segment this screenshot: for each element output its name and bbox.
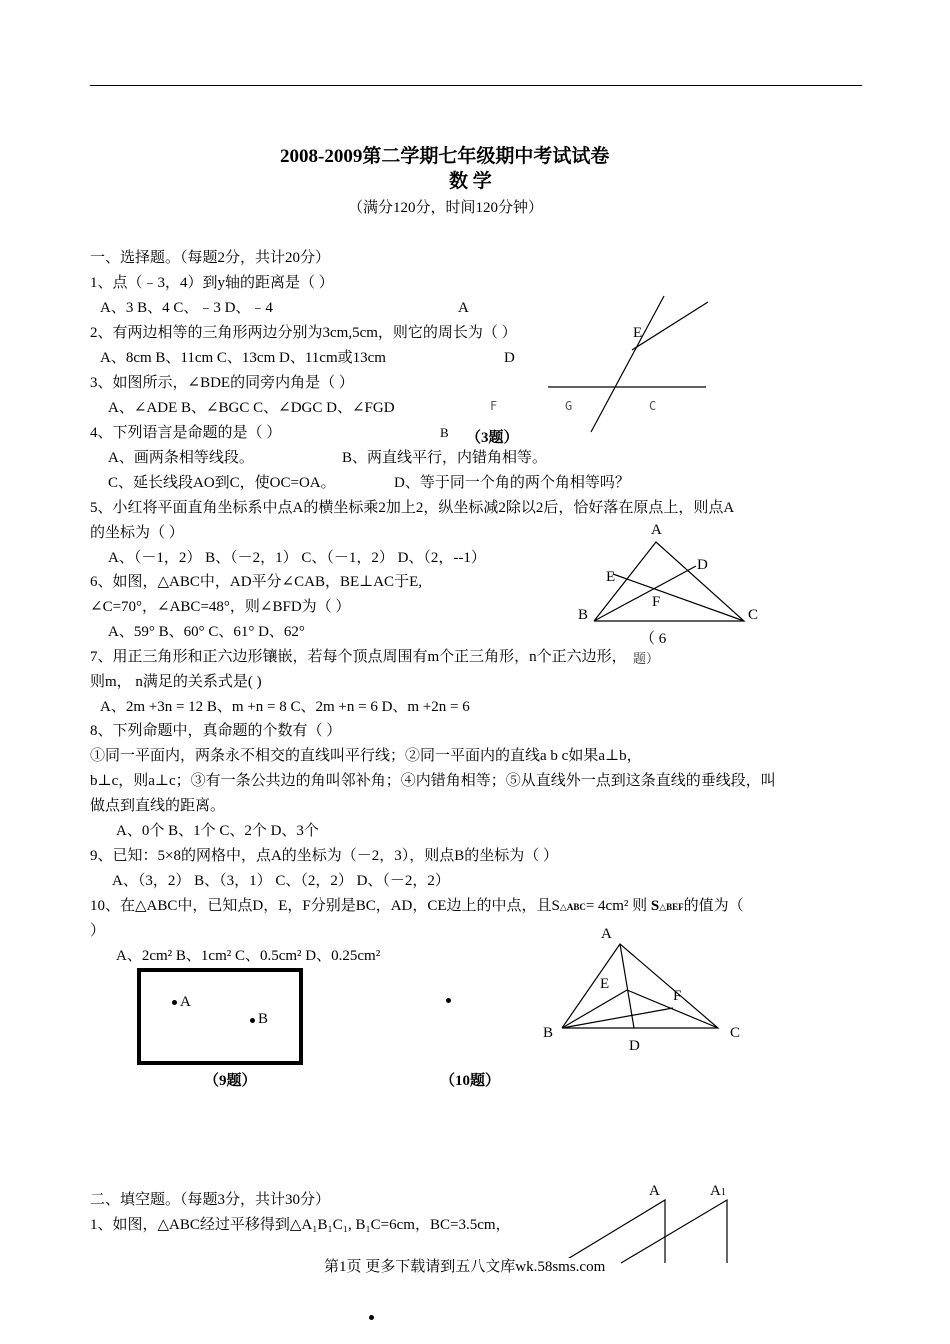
fig6-label-a: A: [651, 522, 662, 538]
fig9-label-a: A: [180, 994, 191, 1010]
fig6-label-e: E: [606, 569, 616, 585]
fill1-label-a1: [710, 1183, 726, 1200]
q10-s-letter: S: [650, 898, 660, 914]
fig9-caption: （9题）: [204, 1073, 257, 1089]
q1-stem: 1、点（﹣3，4）到y轴的距离是（ ）: [90, 275, 334, 291]
page-footer: 第1页 更多下载请到五八文库wk.58sms.com: [324, 1259, 606, 1275]
section2-heading: 二、填空题。（每题3分，共计30分）: [90, 1192, 331, 1208]
fig6-label-b: B: [578, 607, 589, 623]
q8-line1: ①同一平面内，两条永不相交的直线叫平行线；②同一平面内的直线a b c如果a⊥b，: [90, 748, 642, 764]
fig3-label-g: G: [565, 399, 573, 413]
q10-stem-mid: = 4cm² 则: [585, 898, 648, 914]
q9-options: A、（3，2） B、（3，1） C、（2，2） D、（－2，2）: [112, 873, 450, 889]
exam-info: （满分120分，时间120分钟）: [348, 200, 544, 216]
footer-dot: [369, 1315, 374, 1320]
fig10-diagram: [558, 940, 728, 1035]
fig3-slanted-line: [632, 302, 708, 350]
q10-sub-bef: △BEF: [659, 902, 684, 912]
q3-stem: 3、如图所示，∠BDE的同旁内角是（ ）: [90, 375, 354, 391]
q5-line1: 5、小红将平面直角坐标系中点A的横坐标乘2加上2，纵坐标减2除以2后，恰好落在原点上，则点A: [90, 500, 735, 516]
q4-stem: 4、下列语言是命题的是（ ）: [90, 425, 282, 441]
exam-title: 2008-2009第二学期七年级期中考试试卷: [280, 146, 610, 167]
q1-options: A、3 B、4 C、﹣3 D、﹣4: [100, 300, 273, 316]
q2-answer: D: [504, 350, 515, 366]
fill1-triangle-abc: [561, 1200, 665, 1263]
q4-option-d: D、等于同一个角的两个角相等吗？: [394, 475, 630, 491]
fig10-label-d: D: [629, 1038, 640, 1054]
q10-options: A、2cm² B、1cm² C、0.5cm² D、0.25cm²: [116, 948, 381, 964]
q3-options: A、∠ADE B、∠BGC C、∠DGC D、∠FGD: [108, 400, 395, 416]
q6-line1: 6、如图，△ABC中，AD平分∠CAB，BE⊥AC于E,: [90, 574, 422, 590]
q10-stem: [90, 897, 744, 916]
fig10-label-a: A: [601, 926, 612, 942]
q7-options: A、2m +3n = 12 B、m +n = 8 C、2m +n = 6 D、m +2n = 6: [100, 699, 470, 715]
q10-sub-abc: △ABC: [559, 902, 586, 912]
q6-line2: ∠C=70°，∠ABC=48°，则∠BFD为（ ）: [90, 599, 351, 615]
fig3-caption-b: B: [440, 425, 449, 440]
fig6-caption-2: 题）: [633, 651, 660, 666]
q4-option-c: C、延长线段AO到C，使OC=OA。: [108, 475, 336, 491]
fig9-point-a: [172, 1000, 177, 1005]
q8-stem: 8、下列命题中，真命题的个数有（ ）: [90, 723, 342, 739]
fig6-label-f: F: [652, 594, 661, 610]
fill1-label-a: A: [649, 1183, 660, 1199]
section2-q1: 1、如图，△ABC经过平移得到△A₁B₁C₁, B₁C=6cm，BC=3.5cm，: [90, 1217, 511, 1233]
fig6-diagram: [590, 540, 760, 630]
fig10-label-e: E: [600, 976, 610, 992]
q5-options: A、（－1，2） B、（－2，1） C、（－1，2） D、（2，--1）: [108, 550, 486, 566]
fig9-grid-box: [137, 968, 303, 1065]
fig3-diagram: [540, 290, 720, 440]
q8-options: A、0个 B、1个 C、2个 D、3个: [116, 823, 319, 839]
q7-line1: 7、用正三角形和正六边形镶嵌，若每个顶点周围有m个正三角形，n个正六边形，: [90, 649, 627, 665]
q10-line2: ）: [90, 923, 106, 939]
section1-heading: 一、选择题。（每题2分，共计20分）: [90, 250, 331, 266]
fig6-caption: （ 6: [640, 631, 667, 647]
fill1-triangle-a1b1c1: [621, 1200, 727, 1263]
fig6-label-d: D: [697, 557, 708, 573]
fill1-diagram: [555, 1195, 735, 1265]
q2-stem: 2、有两边相等的三角形两边分别为3cm,5cm，则它的周长为（ ）: [90, 325, 517, 341]
fig10-label-c: C: [730, 1025, 741, 1041]
fig9-point-b: [250, 1018, 255, 1023]
fig10-triangle: [562, 944, 718, 1028]
q1-answer: A: [458, 300, 469, 316]
fill1-label-a1-sub: 1: [720, 1187, 726, 1198]
q8-line3: 做点到直线的距离。: [90, 798, 226, 814]
q9-stem: 9、已知：5×8的网格中，点A的坐标为（－2，3），则点B的坐标为（ ）: [90, 848, 559, 864]
q7-line2: 则m， n满足的关系式是( ): [90, 674, 262, 690]
q6-options: A、59° B、60° C、61° D、62°: [108, 624, 305, 640]
subject-title: 数 学: [449, 171, 492, 192]
q4-option-b: B、两直线平行，内错角相等。: [342, 450, 548, 466]
q10-stem-post: 的值为（: [683, 898, 744, 914]
top-rule: [90, 85, 862, 86]
fig9-label-b: B: [258, 1011, 269, 1027]
stray-dot: [446, 998, 451, 1003]
fig3-label-f: F: [490, 399, 498, 413]
fig10-label-b: B: [543, 1025, 554, 1041]
fig10-label-f: F: [673, 988, 682, 1004]
fig3-label-e: E: [633, 325, 643, 341]
fig6-segment-ec: [613, 574, 744, 621]
fig3-label-c: C: [649, 399, 657, 413]
fill1-label-a1-letter: A: [710, 1183, 721, 1199]
fig3-caption: （3题）: [466, 430, 519, 446]
q5-line2: 的坐标为（ ）: [90, 525, 184, 541]
q10-stem-pre: 10、在△ABC中，已知点D，E，F分别是BC，AD，CE边上的中点，且S: [90, 898, 560, 914]
q8-line2: b⊥c，则a⊥c；③有一条公共边的角叫邻补角；④内错角相等；⑤从直线外一点到这条直线的垂线段，叫: [90, 773, 776, 789]
fig6-label-c: C: [748, 607, 759, 623]
fig10-caption: （10题）: [440, 1073, 501, 1089]
q2-options: A、8cm B、11cm C、13cm D、11cm或13cm: [100, 350, 386, 366]
q4-option-a: A、画两条相等线段。: [108, 450, 254, 466]
